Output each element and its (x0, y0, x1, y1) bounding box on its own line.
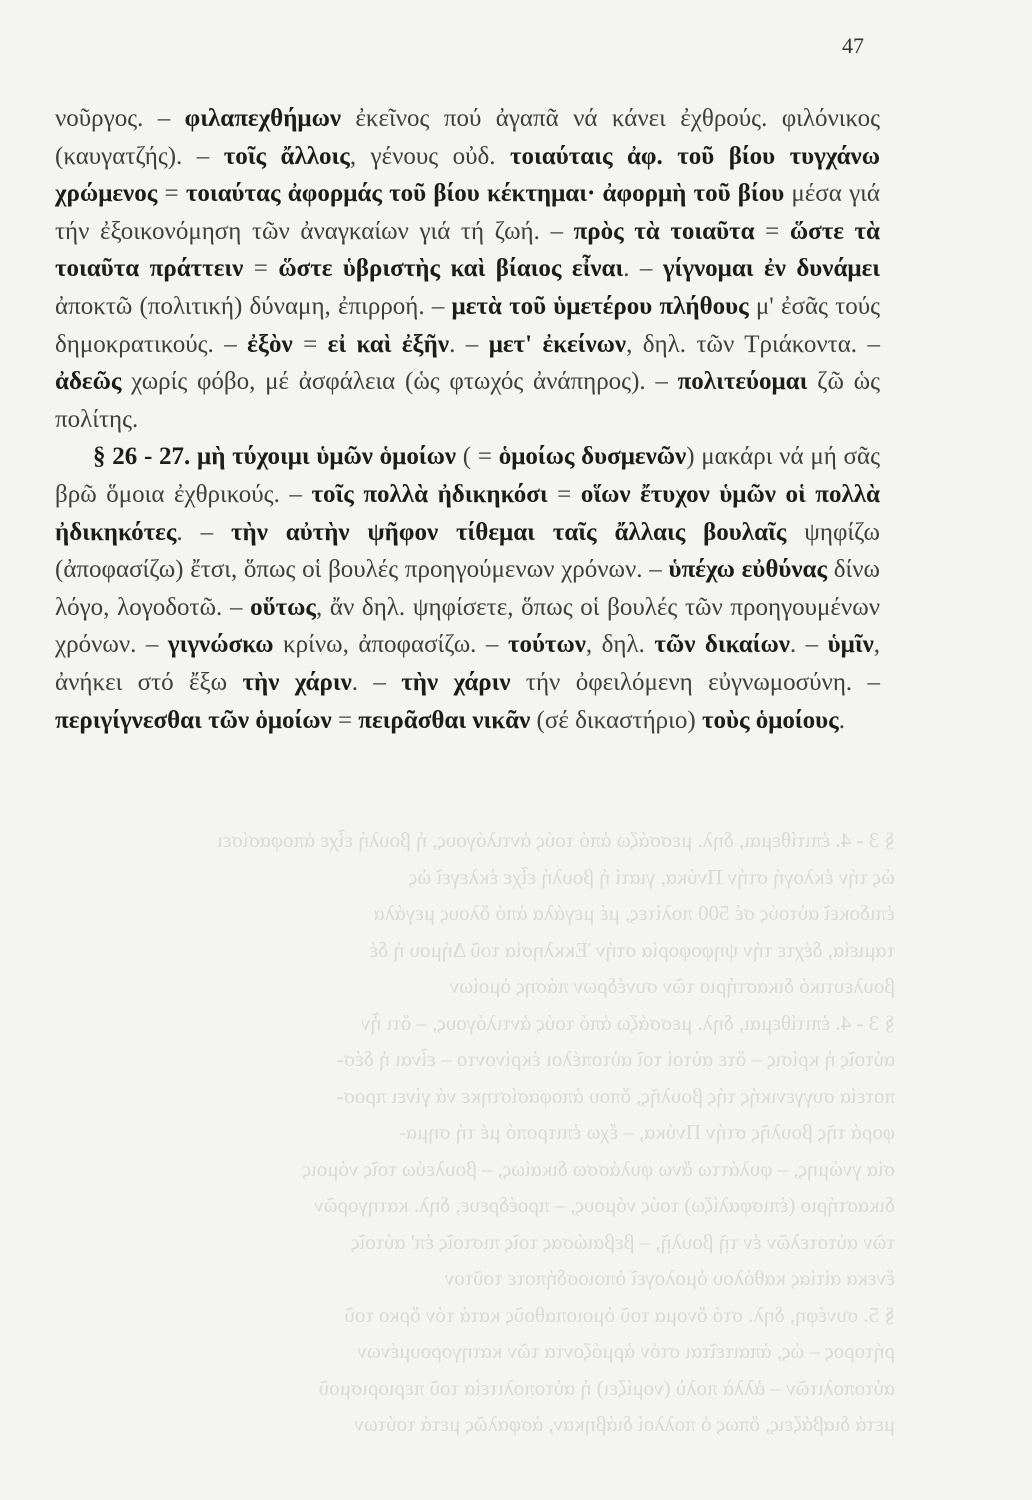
lemma-term: τοῖς πολλὰ ἠδικηκόσι (311, 480, 548, 508)
gloss-text: ψηφίζω (ἀποφασίζω) ἔτσι, ὅπως οἱ βουλές προηγούμενων χρόνων. – (55, 518, 881, 584)
lemma-term: ἀδεῶς (55, 368, 122, 396)
lemma-term: ἐξὸν (247, 330, 293, 358)
lemma-term: μετὰ τοῦ ὑμετέρου πλήθους (451, 292, 749, 320)
gloss-text: ἐκεῖνος πού ἀγαπᾶ νά κάνει ἐχθρούς. φιλόνικος (καυγατζής). – (55, 105, 880, 170)
bleed-through-line: φορά τῆς βουλῆς στήν Πνύκα, – ἔχω ἐπιτροπό μέ τή σημα- (399, 1120, 895, 1144)
gloss-text: . – (351, 668, 402, 696)
lemma-term: μετ' ἐκείνων (488, 330, 627, 358)
lemma-term: γιγνώσκω (167, 631, 274, 659)
lemma-term: τῶν δικαίων (654, 631, 790, 659)
bleed-through-line: δικαστήριο (ἐπισφαλίζω) τούς νόμους, – προέδρευε, δηλ. κατηγορῶν (314, 1193, 895, 1217)
gloss-text: = (547, 480, 581, 508)
bleed-through-line: ρήτορος – ὡς, ἀπαιτεῖται στόν ἀρμόζοντα τῶν κατηγορουμένων (357, 1339, 895, 1363)
gloss-text: , ἀνήκει στό ἔξω (55, 631, 880, 696)
lemma-term: τὴν χάριν (242, 668, 352, 696)
gloss-text: , δηλ. (585, 631, 655, 659)
bleed-through-line: τῶν αὐτοτελῶν ἐν τῇ βουλῇ, – βεβαιώσας τοῖς πιστοῖς ἐπ' αὐτοῖς (351, 1229, 895, 1254)
bleed-through-line: ποτεία συγγενικής τής βουλῆς, ὅπου ἀποφασίστηκε νά γίνει προσ- (336, 1083, 895, 1108)
lemma-term: πειρᾶσθαι νικᾶν (358, 706, 531, 734)
bleed-through-line: ταμιεία, δέχτε τήν ψηφοφορία στήν Ἐκκλησία τοῦ Δήμου ἡ δέ (369, 937, 895, 962)
lemma-term: φιλαπεχθήμων (184, 105, 342, 132)
lemma-term: πολιτεύομαι (677, 368, 808, 396)
gloss-text: ζῶ ὡς πολίτης. (55, 368, 880, 433)
gloss-text: . – (789, 631, 828, 659)
lemma-term: οὕτως (250, 593, 316, 621)
bleed-through-line: § 3 - 4. ἐπιτίθεμαι, δηλ. μεσσάζω ἀπό τούς ἀντιλόγους, – ὅτι ἦν (360, 1010, 895, 1035)
gloss-text: . (838, 706, 845, 734)
lemma-term: ὥστε τὰ τοιαῦτα πράττειν (55, 217, 880, 283)
gloss-text: (σέ δικαστήριο) (530, 706, 702, 734)
lemma-term: γίγνομαι ἐν δυνάμει (662, 255, 880, 283)
lemma-term: τοιαύταις ἀφ. τοῦ βίου τυγχάνω χρώμενος (55, 142, 880, 208)
lemma-term: τὴν χάριν (401, 668, 511, 696)
lemma-term: εἰ καὶ ἐξῆν (327, 330, 450, 358)
lemma-term: ὥστε ὑβριστὴς καὶ βίαιος εἶναι (278, 255, 624, 283)
gloss-text: νοῦργος. – (55, 105, 185, 132)
bleed-through-line: ὡς τήν ἐκλογή στήν Πνύκα, γιατί ἡ βουλή εἶχε ἐκλεγεῖ ὡς (409, 864, 895, 889)
gloss-text: = (243, 255, 279, 283)
bleed-through-line: αὐτοπολιτῶν – ἀλλὰ πολὺ (νομίζει) ἡ αὐτοπολιτεία τοῦ περιορισμοῦ (318, 1375, 895, 1400)
gloss-text: δίνω λόγο, λογοδοτῶ. – (55, 556, 881, 621)
lemma-term: § 26 - 27. μὴ τύχοιμι ὑμῶν ὁμοίων (93, 443, 457, 471)
gloss-text: κρίνω, ἀποφασίζω. – (273, 631, 508, 659)
bleed-through-line: § 5. συνέφη, δηλ. στό ὄνομα τοῦ ὁμοιοπαθοῦς κατά τόν ὅρκο τοῦ (344, 1302, 895, 1327)
bleed-through-line: ἕνεκα αἰτίας καθόλου ὁμολογεῖ ὁποιοσδήποτε τοῦτον (444, 1266, 895, 1290)
gloss-text: = (754, 217, 790, 245)
gloss-text: μέσα γιά τήν ἐξοικονόμηση τῶν ἀναγκαίων γιά τή ζωή. – (55, 180, 880, 245)
lemma-term: τοὺς ὁμοίους (701, 706, 839, 734)
paragraph (55, 438, 880, 739)
lemma-term: τὴν αὐτὴν ψῆφον τίθεμαι ταῖς ἄλλαις βουλαῖς (230, 518, 787, 546)
bleed-through-line: βουλευτικό δικαστήριο τῶν συνέδρων πάσης ὁμοίων (449, 974, 895, 998)
gloss-text: , δηλ. τῶν Τριάκοντα. – (626, 330, 880, 358)
lemma-term: ὁμοίως δυσμενῶν (498, 443, 687, 471)
bleed-through-line: σία γνώμης, – φυλάττω ἄνω φυλάσσω δικαίως, – βουλεύω τοῖς νόμοις (302, 1156, 895, 1181)
bleed-through-line: μετά διαβάζεις, ὅπως ὁ πολλοί διάβηκαν, ἀσφαλῶς μετά τούτων (354, 1412, 895, 1436)
lemma-term: ὑμῖν (827, 631, 874, 659)
lemma-term: τούτων (507, 631, 586, 659)
gloss-text: χωρίς φόβο, μέ ἀσφάλεια (ὡς φτωχός ἀνάπηρος). – (121, 368, 678, 396)
gloss-text: μ' ἐσᾶς τούς δημοκρατικούς. – (55, 292, 880, 358)
lemma-term: ὑπέχω εὐθύνας (668, 556, 828, 584)
gloss-text: = (157, 180, 186, 208)
gloss-text: ἀποκτῶ (πολιτική) δύναμη, ἐπιρροή. – (55, 292, 452, 320)
lemma-term: τοῖς ἄλλοις (223, 142, 350, 170)
bleed-through-line: αὐτοῖς ἡ κρίσις – ὅτε αὐτοί τοῖ αὐτοπέλοι ἐκρίνοντο – εἶναι ἡ δέσ- (336, 1047, 895, 1071)
gloss-text: = (331, 706, 359, 734)
gloss-text: ( = (456, 443, 499, 471)
page-number: 47 (842, 33, 864, 58)
gloss-text: = (292, 330, 328, 358)
paragraph (55, 100, 880, 438)
gloss-text: τήν ὀφειλόμενη εὐγνωμοσύνη. – (510, 668, 881, 696)
gloss-text: . – (176, 518, 231, 546)
gloss-text: . – (449, 330, 489, 358)
gloss-text: ) μακάρι νά μή σᾶς βρῶ ὅμοια ἐχθρικούς. – (55, 443, 881, 508)
gloss-text: . – (623, 255, 663, 283)
lemma-term: οἵων ἔτυχον ὑμῶν οἱ πολλὰ ἠδικηκότες (55, 480, 880, 546)
lemma-term: πρὸς τὰ τοιαῦτα (573, 217, 755, 245)
gloss-text: , γένους οὐδ. (349, 142, 511, 170)
bleed-through-line: ἐπιδοκεῖ αὐτούς σέ 500 πολίτες, μέ μεγάλα ἀπό ὅλους μεγάλα (373, 901, 895, 925)
lemma-term: περιγίγνεσθαι τῶν ὁμοίων (55, 706, 332, 734)
lemma-term: τοιαύτας ἀφορμάς τοῦ βίου κέκτημαι· ἀφορμὴ τοῦ βίου (185, 180, 785, 208)
commentary-text-block (55, 100, 880, 739)
bleed-through-line: § 3 - 4. ἐπιτίθεμαι, δηλ. μεσσάζω ἀπό τούς ἀντιλόγους, ἡ βουλή εἶχε ἀποφασίσει (217, 828, 895, 852)
gloss-text: , ἄν δηλ. ψηφίσετε, ὅπως οἱ βουλές τῶν προηγουμένων χρόνων. – (55, 593, 880, 659)
